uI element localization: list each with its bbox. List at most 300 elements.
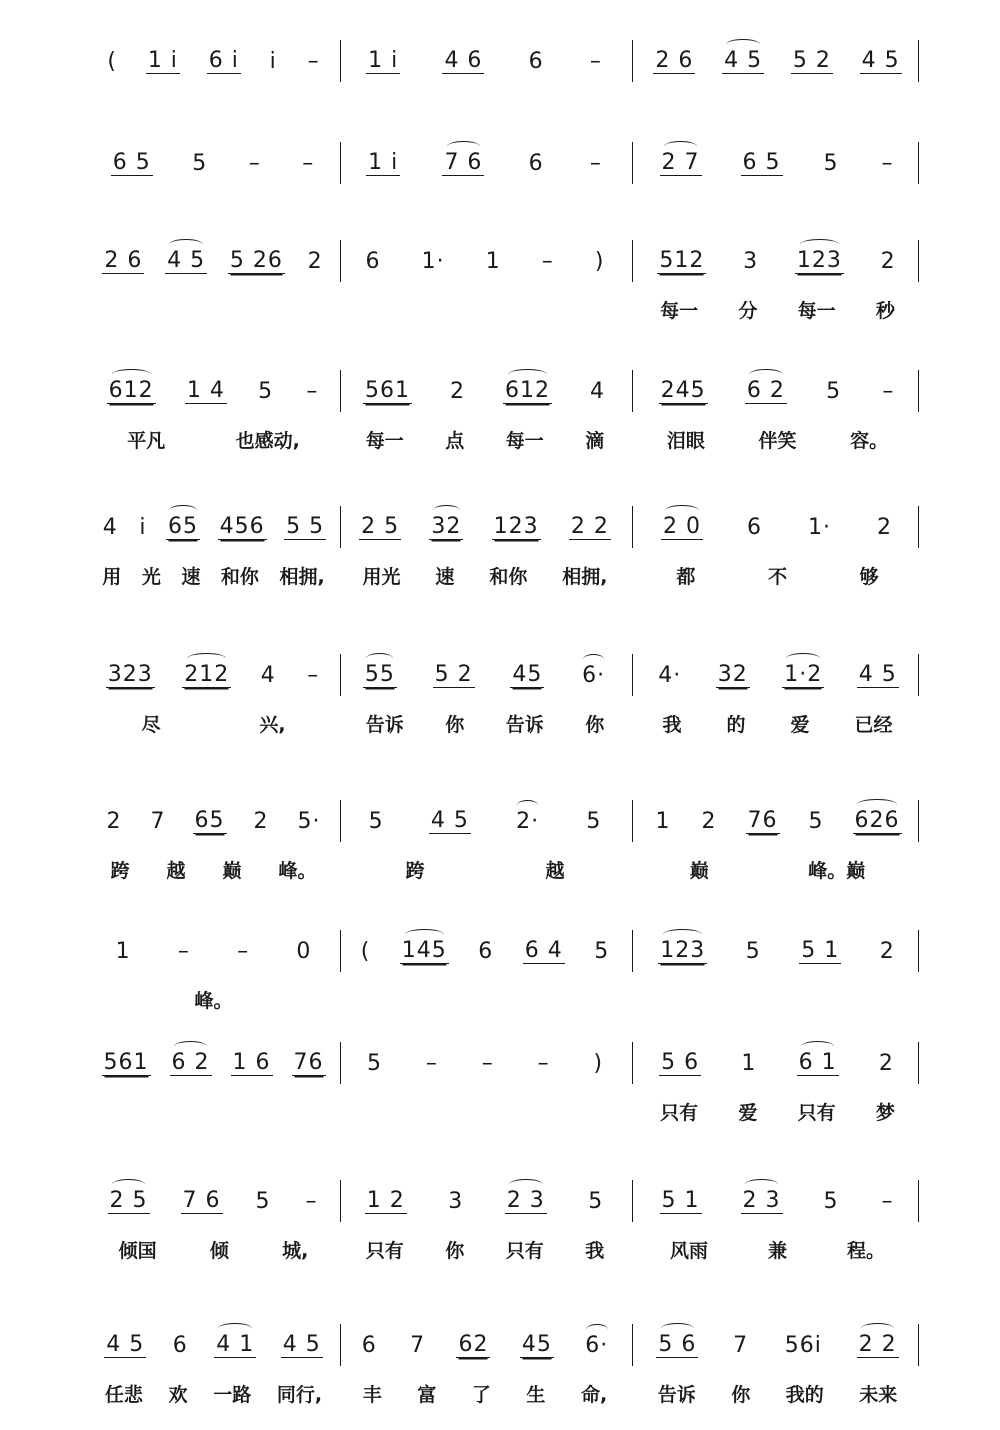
note-group: – (177, 938, 190, 964)
lyric-line (345, 1380, 625, 1406)
note-group: 2 (450, 378, 465, 404)
note-group: 323 (107, 662, 153, 687)
note-group: 76 (747, 808, 778, 833)
note-group: 123 (795, 248, 844, 274)
lyric-line (640, 1098, 915, 1124)
lyric-syllable: 每一 (660, 299, 699, 322)
lyric-syllable: 丰 (362, 1383, 382, 1406)
note-group: 65 (166, 514, 200, 540)
note-line (345, 510, 625, 544)
lyric-syllable: 只有 (797, 1101, 836, 1124)
lyric-syllable: 我 (585, 1239, 605, 1262)
note-line (640, 1328, 915, 1362)
note-group: 62 (458, 1332, 489, 1357)
note-group: 1 i (147, 48, 178, 73)
note-group: – (305, 1188, 318, 1214)
note-group: – (302, 150, 315, 176)
lyric-syllable: 每一 (505, 429, 544, 452)
lyric-syllable: 巅 (689, 859, 709, 882)
note-group: 1 i (368, 48, 399, 73)
note-line (92, 934, 335, 968)
note-group: 212 (182, 662, 231, 688)
barline (340, 1324, 341, 1366)
note-group: 4 5 (165, 248, 207, 274)
score-row (0, 358, 1000, 458)
lyric-line (345, 1236, 625, 1262)
note-line (92, 1046, 335, 1080)
note-group: ) (594, 248, 605, 274)
barline (340, 506, 341, 548)
lyric-syllable: 和你 (489, 565, 528, 588)
note-group: 5 26 (229, 248, 283, 273)
measure (92, 228, 335, 328)
note-group: 1 6 (232, 1050, 271, 1075)
barline (340, 800, 341, 842)
note-group: 4· (658, 662, 682, 688)
note-group: 5 (192, 150, 208, 176)
note-group: 1 (741, 1050, 757, 1076)
lyric-syllable: 泪眼 (666, 429, 705, 452)
note-group: 2 (880, 248, 896, 274)
note-group: 5 (586, 808, 602, 834)
lyric-syllable: 峰。 (194, 989, 233, 1012)
note-group: 7 6 (182, 1188, 221, 1213)
lyric-syllable: 相拥, (279, 565, 325, 588)
slur-mark (745, 1179, 779, 1190)
measure (92, 358, 335, 458)
lyric-syllable: 风雨 (669, 1239, 708, 1262)
note-line (640, 1046, 915, 1080)
note-line (92, 1184, 335, 1218)
note-group: 2 3 (505, 1188, 547, 1214)
note-line (345, 658, 625, 692)
measure (92, 1030, 335, 1130)
barline (340, 930, 341, 972)
lyric-syllable: 用光 (362, 565, 401, 588)
lyric-syllable: 尽 (141, 713, 161, 736)
lyric-syllable: 富 (417, 1383, 437, 1406)
barline (340, 1180, 341, 1222)
note-group: 512 (659, 248, 705, 273)
note-group: 7 6 (442, 150, 484, 176)
lyric-line (640, 296, 915, 322)
barline (918, 1042, 919, 1084)
slur-mark (583, 654, 605, 665)
note-group: 1 (655, 808, 671, 834)
note-group: 6 5 (112, 150, 151, 175)
note-group: 6· (580, 663, 607, 688)
note-group: 4 5 (282, 1332, 321, 1357)
note-group: 4 (590, 378, 605, 404)
note-line (92, 1328, 335, 1362)
barline (632, 930, 633, 972)
note-group: 5 (594, 938, 610, 964)
note-group: 5 (808, 808, 824, 834)
note-group: 55 (363, 662, 397, 688)
barline (632, 800, 633, 842)
note-group: 6 (478, 938, 494, 964)
lyric-syllable: 巅 (222, 859, 242, 882)
note-group: i (139, 514, 147, 540)
barline (632, 1180, 633, 1222)
note-line (92, 510, 335, 544)
note-line (92, 374, 335, 408)
slur-mark (586, 1324, 608, 1335)
note-group: 2 7 (660, 150, 702, 176)
note-line (640, 510, 915, 544)
lyric-syllable: 我的 (785, 1383, 824, 1406)
lyric-syllable: 任悲 (104, 1383, 143, 1406)
slur-mark (366, 653, 393, 664)
note-line (345, 1046, 625, 1080)
lyric-syllable: 秒 (875, 299, 895, 322)
note-group: – (307, 662, 320, 688)
note-group: 1 4 (186, 378, 225, 403)
lyric-syllable: 城, (282, 1239, 309, 1262)
note-group: 1· (421, 248, 445, 274)
slur-mark (664, 141, 698, 152)
lyric-syllable: 爱 (738, 1101, 758, 1124)
note-group: 1·2 (782, 662, 824, 688)
note-group: 5· (297, 808, 321, 834)
note-line (92, 244, 335, 278)
barline (340, 370, 341, 412)
note-line (640, 44, 915, 78)
note-line (345, 1328, 625, 1362)
note-line (640, 658, 915, 692)
lyric-line (92, 986, 335, 1012)
score-row (0, 1168, 1000, 1268)
measure (92, 788, 335, 888)
barline (918, 506, 919, 548)
slur-mark (112, 369, 151, 380)
note-group: 2 5 (361, 514, 400, 539)
note-line (345, 934, 625, 968)
measure (345, 130, 625, 230)
slur-mark (749, 369, 783, 380)
note-group: 1 i (368, 150, 399, 175)
slur-mark (433, 505, 460, 516)
note-line (640, 934, 915, 968)
note-group: 76 (293, 1050, 324, 1075)
note-group: 7 (410, 1332, 426, 1358)
note-group: ) (593, 1050, 604, 1076)
note-group: 2 (106, 808, 122, 834)
lyric-syllable: 分 (738, 299, 758, 322)
note-group: 6 (528, 150, 544, 176)
lyric-syllable: 兼 (767, 1239, 787, 1262)
lyric-line (640, 856, 915, 882)
slur-mark (169, 239, 203, 250)
note-group: 2 (307, 248, 323, 274)
note-group: 32 (429, 514, 463, 540)
note-group: 4 (102, 514, 118, 540)
lyric-syllable: 跨 (405, 859, 425, 882)
note-group: 2 (701, 808, 717, 834)
note-line (640, 146, 915, 180)
barline (918, 930, 919, 972)
note-group: 6 (365, 248, 381, 274)
barline (632, 240, 633, 282)
lyric-line (92, 1236, 335, 1262)
note-group: 4 (260, 662, 276, 688)
score-row (0, 130, 1000, 230)
lyric-syllable: 你 (445, 1239, 465, 1262)
barline (632, 654, 633, 696)
measure (345, 1030, 625, 1130)
lyric-line (92, 198, 335, 224)
note-group: 6 i (208, 48, 239, 73)
lyric-syllable: 每一 (365, 429, 404, 452)
measure (345, 228, 625, 328)
note-group: 6 5 (742, 150, 781, 175)
measure (345, 358, 625, 458)
note-group: 5 (823, 1188, 839, 1214)
measure (640, 358, 915, 458)
lyric-syllable: 程。 (846, 1239, 885, 1262)
note-line (640, 804, 915, 838)
lyric-syllable: 越 (545, 859, 565, 882)
barline (918, 40, 919, 82)
lyric-syllable: 你 (445, 713, 465, 736)
measure (640, 130, 915, 230)
barline (918, 800, 919, 842)
lyric-syllable: 峰。巅 (808, 859, 866, 882)
lyric-syllable: 已经 (854, 713, 893, 736)
note-group: 5 (255, 1188, 271, 1214)
note-group: 45 (512, 662, 543, 687)
note-group: 4 5 (858, 662, 897, 687)
note-group: 65 (194, 808, 225, 833)
lyric-line (92, 296, 335, 322)
measure (345, 918, 625, 1018)
note-group: ( (107, 48, 117, 74)
measure (92, 28, 335, 128)
note-group: 245 (660, 378, 706, 403)
note-group: – (481, 1050, 494, 1076)
lyric-line (92, 96, 335, 122)
score-row (0, 228, 1000, 328)
note-group: 2· (514, 809, 541, 834)
lyric-line (92, 1098, 335, 1124)
slur-mark (174, 1041, 208, 1052)
barline (918, 142, 919, 184)
note-group: 5 2 (434, 662, 473, 687)
note-group: 7 (150, 808, 166, 834)
measure (640, 1312, 915, 1412)
note-group: 5 (368, 808, 384, 834)
note-group: 2 0 (661, 514, 703, 540)
lyric-syllable: 点 (445, 429, 465, 452)
measure (640, 28, 915, 128)
lyric-line (345, 296, 625, 322)
note-group: 2 (253, 808, 269, 834)
lyric-syllable: 的 (726, 713, 746, 736)
slur-mark (665, 505, 699, 516)
note-group: 2 2 (570, 514, 609, 539)
note-line (92, 44, 335, 78)
slur-mark (800, 239, 839, 250)
slur-mark (786, 653, 820, 664)
note-group: 5 1 (661, 1188, 700, 1213)
lyric-line (345, 562, 625, 588)
measure (640, 918, 915, 1018)
note-group: 5 6 (661, 1050, 700, 1075)
note-line (345, 146, 625, 180)
measure (640, 788, 915, 888)
barline (632, 142, 633, 184)
measure (92, 130, 335, 230)
lyric-syllable: 跨 (110, 859, 130, 882)
note-group: – (307, 48, 320, 74)
lyric-line (345, 426, 625, 452)
note-group: 1· (808, 514, 831, 540)
lyric-line (640, 986, 915, 1012)
lyric-syllable: 同行, (276, 1383, 323, 1406)
lyric-syllable: 速 (181, 565, 201, 588)
lyric-line (345, 96, 625, 122)
measure (92, 642, 335, 742)
slur-mark (661, 1323, 695, 1334)
note-line (345, 1184, 625, 1218)
lyric-syllable: 滴 (585, 429, 605, 452)
lyric-line (345, 710, 625, 736)
measure (640, 228, 915, 328)
lyric-syllable: 命, (580, 1383, 608, 1406)
note-group: 6 (172, 1332, 188, 1358)
lyric-syllable: 用 (102, 565, 122, 588)
score-row (0, 1030, 1000, 1130)
note-group: 1 2 (366, 1188, 405, 1213)
note-line (640, 374, 915, 408)
slur-mark (509, 1179, 543, 1190)
slur-mark (517, 800, 539, 811)
barline (340, 240, 341, 282)
lyric-syllable: 和你 (220, 565, 259, 588)
lyric-line (640, 426, 915, 452)
slur-mark (508, 369, 547, 380)
note-line (92, 658, 335, 692)
lyric-line (92, 1380, 335, 1406)
note-group: 6 (747, 514, 762, 540)
note-group: 4 6 (444, 48, 483, 73)
score-row (0, 494, 1000, 594)
note-group: 612 (503, 378, 552, 404)
lyric-syllable: 只有 (660, 1101, 699, 1124)
note-group: 6 2 (170, 1050, 212, 1076)
lyric-syllable: 告诉 (365, 713, 404, 736)
measure (640, 494, 915, 594)
note-group: 6 2 (745, 378, 787, 404)
note-line (345, 244, 625, 278)
score-row (0, 28, 1000, 128)
note-group: 0 (296, 938, 312, 964)
lyric-line (640, 96, 915, 122)
lyric-syllable: 不 (767, 565, 787, 588)
lyric-line (640, 198, 915, 224)
lyric-syllable: 你 (731, 1383, 751, 1406)
lyric-syllable: 只有 (365, 1239, 404, 1262)
measure (92, 918, 335, 1018)
lyric-syllable: 光 (141, 565, 161, 588)
measure (345, 28, 625, 128)
lyric-syllable: 一路 (213, 1383, 252, 1406)
lyric-syllable: 平凡 (127, 429, 166, 452)
note-group: 6· (583, 1333, 610, 1358)
barline (918, 240, 919, 282)
slur-mark (218, 1323, 252, 1334)
lyric-syllable: 了 (471, 1383, 491, 1406)
lyric-syllable: 够 (859, 565, 879, 588)
note-group: 5 2 (792, 48, 831, 73)
note-group: 3 (448, 1188, 464, 1214)
score-row (0, 788, 1000, 888)
note-group: 2 6 (104, 248, 143, 273)
note-group: 7 (733, 1332, 749, 1358)
note-line (345, 374, 625, 408)
slur-mark (447, 141, 481, 152)
score-row (0, 1312, 1000, 1412)
barline (632, 1324, 633, 1366)
note-group: 32 (717, 662, 748, 687)
note-group: 2 (879, 938, 895, 964)
measure (345, 1312, 625, 1412)
note-group: – (589, 48, 602, 74)
note-line (640, 244, 915, 278)
note-group: 123 (493, 514, 539, 539)
lyric-syllable: 越 (166, 859, 186, 882)
note-group: 1 (485, 248, 501, 274)
note-group: 6 (528, 48, 544, 74)
note-group: 45 (521, 1332, 552, 1357)
lyric-syllable: 容。 (850, 429, 889, 452)
measure (92, 1168, 335, 1268)
slur-mark (405, 929, 444, 940)
lyric-syllable: 倾 (209, 1239, 229, 1262)
slur-mark (112, 1179, 146, 1190)
note-group: – (306, 378, 319, 404)
measure (640, 1030, 915, 1130)
note-group: 626 (853, 808, 902, 834)
note-group: 5 (588, 1188, 604, 1214)
lyric-syllable: 伴笑 (758, 429, 797, 452)
lyric-syllable: 倾国 (118, 1239, 157, 1262)
slur-mark (801, 1041, 835, 1052)
note-group: 2 2 (857, 1332, 899, 1358)
barline (918, 370, 919, 412)
lyric-syllable: 都 (676, 565, 696, 588)
barline (340, 142, 341, 184)
note-group: 612 (107, 378, 156, 404)
note-group: – (881, 150, 894, 176)
lyric-syllable: 相拥, (562, 565, 608, 588)
note-group: 6 (361, 1332, 377, 1358)
slur-mark (861, 1323, 895, 1334)
note-line (345, 804, 625, 838)
note-group: i (269, 48, 277, 74)
lyric-line (640, 1380, 915, 1406)
measure (640, 1168, 915, 1268)
lyric-line (92, 426, 335, 452)
barline (632, 1042, 633, 1084)
slur-mark (857, 799, 896, 810)
measure (92, 494, 335, 594)
lyric-syllable: 只有 (505, 1239, 544, 1262)
lyric-syllable: 每一 (797, 299, 836, 322)
note-line (640, 1184, 915, 1218)
lyric-line (640, 562, 915, 588)
note-group: 561 (103, 1050, 149, 1075)
